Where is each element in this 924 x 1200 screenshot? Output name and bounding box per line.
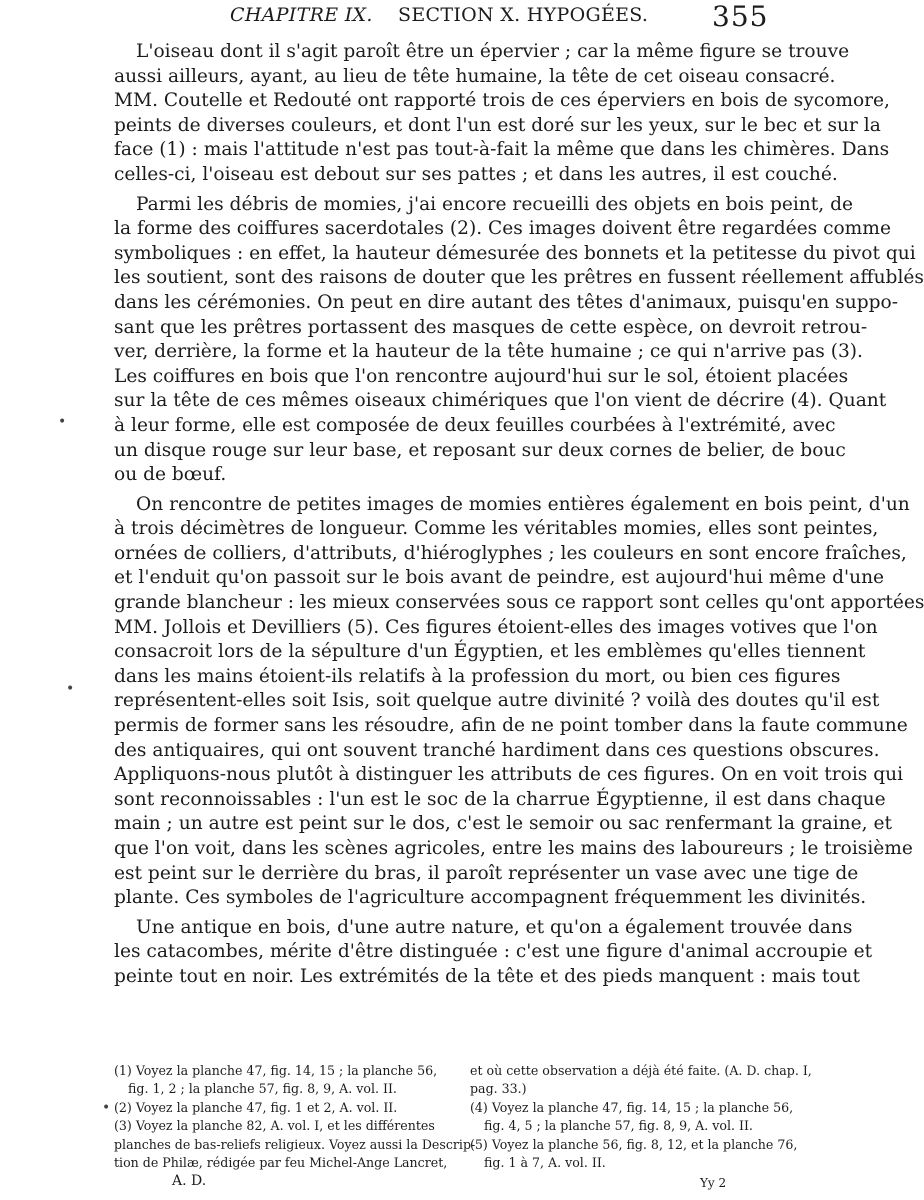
footnote-line: et où cette observation a déjà été faite. (A. D. chap. I, bbox=[470, 1063, 812, 1078]
text-line: symboliques : en effet, la hauteur démesurée des bonnets et la petitesse du pivot qui bbox=[114, 242, 916, 264]
footnote-line: pag. 33.) bbox=[470, 1081, 527, 1097]
text-line: On rencontre de petites images de momies entières également en bois peint, d'un bbox=[136, 493, 910, 515]
footnote-line: (4) Voyez la planche 47, fig. 14, 15 ; la planche 56, bbox=[470, 1099, 794, 1115]
text-line: aussi ailleurs, ayant, au lieu de tête humaine, la tête de cet oiseau consacré. bbox=[114, 65, 836, 87]
text-line: ou de bœuf. bbox=[114, 464, 227, 486]
text-line: représentent-elles soit Isis, soit quelque autre divinité ? voilà des doutes qu'il est bbox=[114, 690, 880, 712]
text-line: Parmi les débris de momies, j'ai encore recueilli des objets en bois peint, de bbox=[136, 193, 853, 215]
text-line: ver, derrière, la forme et la hauteur de la tête humaine ; ce qui n'arrive pas (3). bbox=[114, 341, 863, 363]
footnote-line: planches de bas-reliefs religieux. Voyez aussi la Descrip- bbox=[114, 1136, 476, 1152]
text-line: permis de former sans les résoudre, afin de ne point tomber dans la faute commune bbox=[114, 715, 908, 737]
text-line: sant que les prêtres portassent des masques de cette espèce, on devroit retrou- bbox=[114, 316, 868, 338]
text-line: main ; un autre est peint sur le dos, c'est le semoir ou sac renfermant la graine, et bbox=[114, 813, 892, 835]
text-line: plante. Ces symboles de l'agriculture accompagnent fréquemment les divinités. bbox=[114, 887, 867, 909]
text-line: Appliquons-nous plutôt à distinguer les attributs de ces figures. On en voit trois qui bbox=[114, 764, 904, 786]
text-line: les catacombes, mérite d'être distinguée : c'est une figure d'animal accroupie et bbox=[114, 941, 873, 963]
text-line: que l'on voit, dans les scènes agricoles, entre les mains des laboureurs ; le troisième bbox=[114, 838, 913, 859]
text-line: sont reconnoissables : l'un est le soc de la charrue Égyptienne, il est dans chaque bbox=[114, 788, 886, 810]
text-line: Les coiffures en bois que l'on rencontre aujourd'hui sur le sol, étoient placées bbox=[114, 365, 849, 387]
text-line: à leur forme, elle est composée de deux feuilles courbées à l'extrémité, avec bbox=[114, 414, 836, 436]
footnotes-right-column bbox=[470, 1062, 812, 1172]
text-line: sur la tête de ces mêmes oiseaux chimériques que l'on vient de décrire (4). Quant bbox=[114, 390, 887, 412]
footnote-line: (2) Voyez la planche 47, fig. 1 et 2, A. vol. II. bbox=[114, 1099, 398, 1115]
text-line: Une antique en bois, d'une autre nature, et qu'on a également trouvée dans bbox=[136, 916, 853, 938]
text-line: consacroit lors de la sépulture d'un Égyptien, et les emblèmes qu'elles tiennent bbox=[114, 641, 866, 663]
text-line: la forme des coiffures sacerdotales (2). Ces images doivent être regardées comme bbox=[114, 218, 891, 240]
paragraph bbox=[114, 493, 924, 911]
text-line: dans les cérémonies. On peut en dire autant des têtes d'animaux, puisqu'en suppo- bbox=[114, 291, 898, 313]
text-line: est peint sur le derrière du bras, il paroît représenter un vase avec une tige de bbox=[114, 862, 859, 884]
footnote-line: fig. 1, 2 ; la planche 57, fig. 8, 9, A. vol. II. bbox=[128, 1081, 397, 1097]
paragraph bbox=[114, 916, 873, 990]
footnote-line: (1) Voyez la planche 47, fig. 14, 15 ; la planche 56, bbox=[114, 1063, 438, 1078]
text-line: à trois décimètres de longueur. Comme les véritables momies, elles sont peintes, bbox=[114, 518, 879, 540]
paragraph bbox=[114, 40, 890, 188]
margin-mark: • bbox=[58, 414, 67, 430]
footnotes-left-column bbox=[114, 1062, 476, 1172]
margin-mark: • bbox=[102, 1100, 111, 1116]
text-line: L'oiseau dont il s'agit paroît être un épervier ; car la même figure se trouve bbox=[136, 41, 850, 62]
text-line: des antiquaires, qui ont souvent tranché hardiment dans ces questions obscures. bbox=[114, 739, 880, 761]
main-text bbox=[114, 40, 924, 995]
text-line: les soutient, sont des raisons de douter que les prêtres en fussent réellement affublés bbox=[114, 267, 924, 289]
text-line: dans les mains étoient-ils relatifs à la profession du mort, ou bien ces figures bbox=[114, 665, 841, 687]
text-line: peinte tout en noir. Les extrémités de la tête et des pieds manquent : mais tout bbox=[114, 965, 860, 987]
text-line: un disque rouge sur leur base, et reposant sur deux cornes de belier, de bouc bbox=[114, 439, 846, 461]
signature-mark: Yy 2 bbox=[700, 1176, 727, 1190]
footnote-line: fig. 4, 5 ; la planche 57, fig. 8, 9, A. vol. II. bbox=[484, 1118, 753, 1134]
running-header bbox=[230, 4, 670, 26]
chapter-label: CHAPITRE IX. bbox=[230, 4, 373, 26]
section-label: SECTION X. HYPOGÉES. bbox=[398, 4, 649, 26]
paragraph bbox=[114, 193, 924, 488]
text-line: grande blancheur : les mieux conservées sous ce rapport sont celles qu'ont apportées bbox=[114, 592, 924, 614]
text-line: peints de diverses couleurs, et dont l'un est doré sur les yeux, sur le bec et sur la bbox=[114, 114, 881, 136]
signature-mark: A. D. bbox=[172, 1173, 207, 1189]
margin-mark: • bbox=[66, 681, 75, 697]
text-line: ornées de colliers, d'attributs, d'hiéroglyphes ; les couleurs en sont encore fraîches, bbox=[114, 542, 907, 564]
text-line: et l'enduit qu'on passoit sur le bois avant de peindre, est aujourd'hui même d'une bbox=[114, 567, 885, 589]
text-line: MM. Jollois et Devilliers (5). Ces figures étoient-elles des images votives que l'on bbox=[114, 616, 878, 638]
page-number: 355 bbox=[712, 0, 769, 33]
footnote-line: tion de Philæ, rédigée par feu Michel-Ange Lancret, bbox=[114, 1154, 448, 1170]
text-line: MM. Coutelle et Redouté ont rapporté trois de ces éperviers en bois de sycomore, bbox=[114, 90, 890, 112]
text-line: celles-ci, l'oiseau est debout sur ses pattes ; et dans les autres, il est couché. bbox=[114, 163, 838, 185]
text-line: face (1) : mais l'attitude n'est pas tout-à-fait la même que dans les chimères. Dans bbox=[114, 139, 890, 161]
footnote-line: (5) Voyez la planche 56, fig. 8, 12, et la planche 76, bbox=[470, 1136, 798, 1152]
footnote-line: fig. 1 à 7, A. vol. II. bbox=[484, 1154, 606, 1170]
footnote-line: (3) Voyez la planche 82, A. vol. I, et les différentes bbox=[114, 1118, 435, 1134]
